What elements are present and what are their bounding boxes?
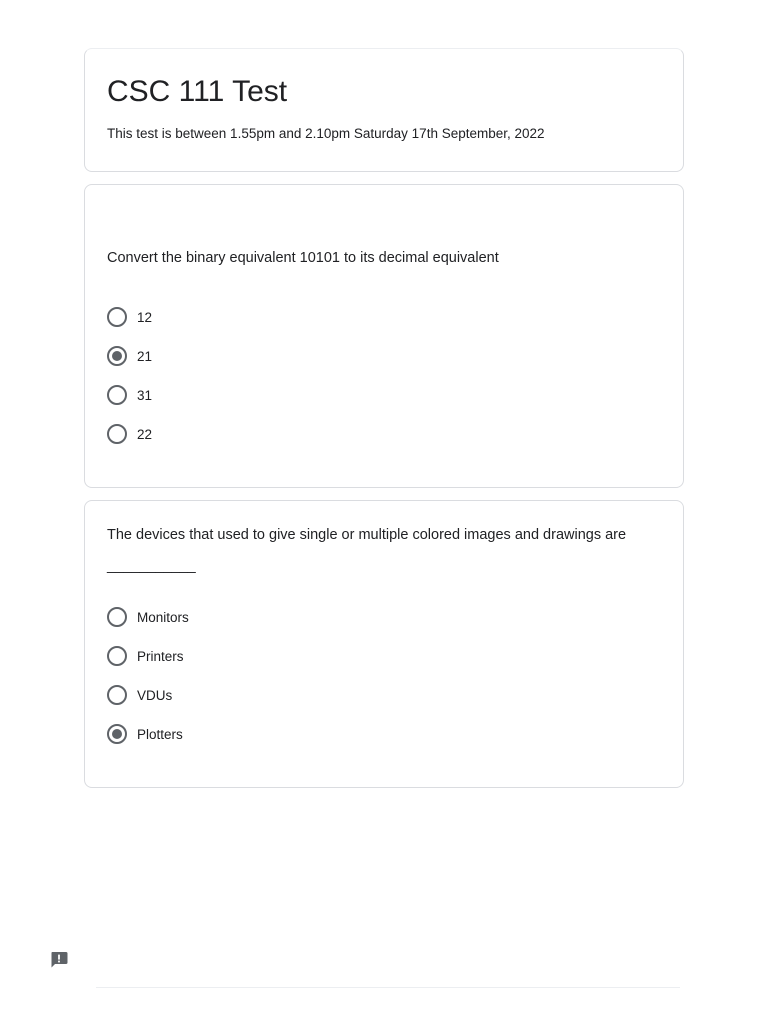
radio-option[interactable] xyxy=(107,424,152,444)
option-label: Plotters xyxy=(137,726,183,742)
radio-option[interactable] xyxy=(107,724,189,744)
radio-option[interactable] xyxy=(107,307,152,327)
option-label: 22 xyxy=(137,426,153,442)
radio-button[interactable] xyxy=(107,424,127,444)
radio-button-selected[interactable] xyxy=(107,724,127,744)
feedback-icon-glyph xyxy=(49,950,69,970)
option-label: Monitors xyxy=(137,609,189,625)
radio-option[interactable] xyxy=(107,607,189,627)
option-label: Printers xyxy=(137,648,184,664)
radio-option[interactable] xyxy=(107,685,189,705)
radio-button[interactable] xyxy=(107,607,127,627)
option-label: 12 xyxy=(137,309,153,325)
radio-button[interactable] xyxy=(107,385,127,405)
radio-group xyxy=(107,607,189,763)
radio-group xyxy=(107,307,152,463)
radio-button[interactable] xyxy=(107,307,127,327)
form-header-card xyxy=(84,48,684,172)
question-text: Convert the binary equivalent 10101 to its decimal equivalent xyxy=(107,250,499,266)
radio-button[interactable] xyxy=(107,646,127,666)
option-label: 21 xyxy=(137,348,153,364)
form-description: This test is between 1.55pm and 2.10pm Saturday 17th September, 2022 xyxy=(107,126,545,141)
feedback-icon[interactable] xyxy=(49,950,69,970)
question-text: The devices that used to give single or multiple colored images and drawings are ___________ xyxy=(107,527,627,574)
radio-button[interactable] xyxy=(107,685,127,705)
option-label: 31 xyxy=(137,387,153,403)
form-title: CSC 111 Test xyxy=(107,75,288,108)
radio-option[interactable] xyxy=(107,346,152,366)
radio-option[interactable] xyxy=(107,646,189,666)
radio-button-selected[interactable] xyxy=(107,346,127,366)
question-card-2 xyxy=(84,500,684,788)
radio-option[interactable] xyxy=(107,385,152,405)
question-card-1 xyxy=(84,184,684,488)
option-label: VDUs xyxy=(137,687,173,703)
footer-divider xyxy=(96,987,680,988)
